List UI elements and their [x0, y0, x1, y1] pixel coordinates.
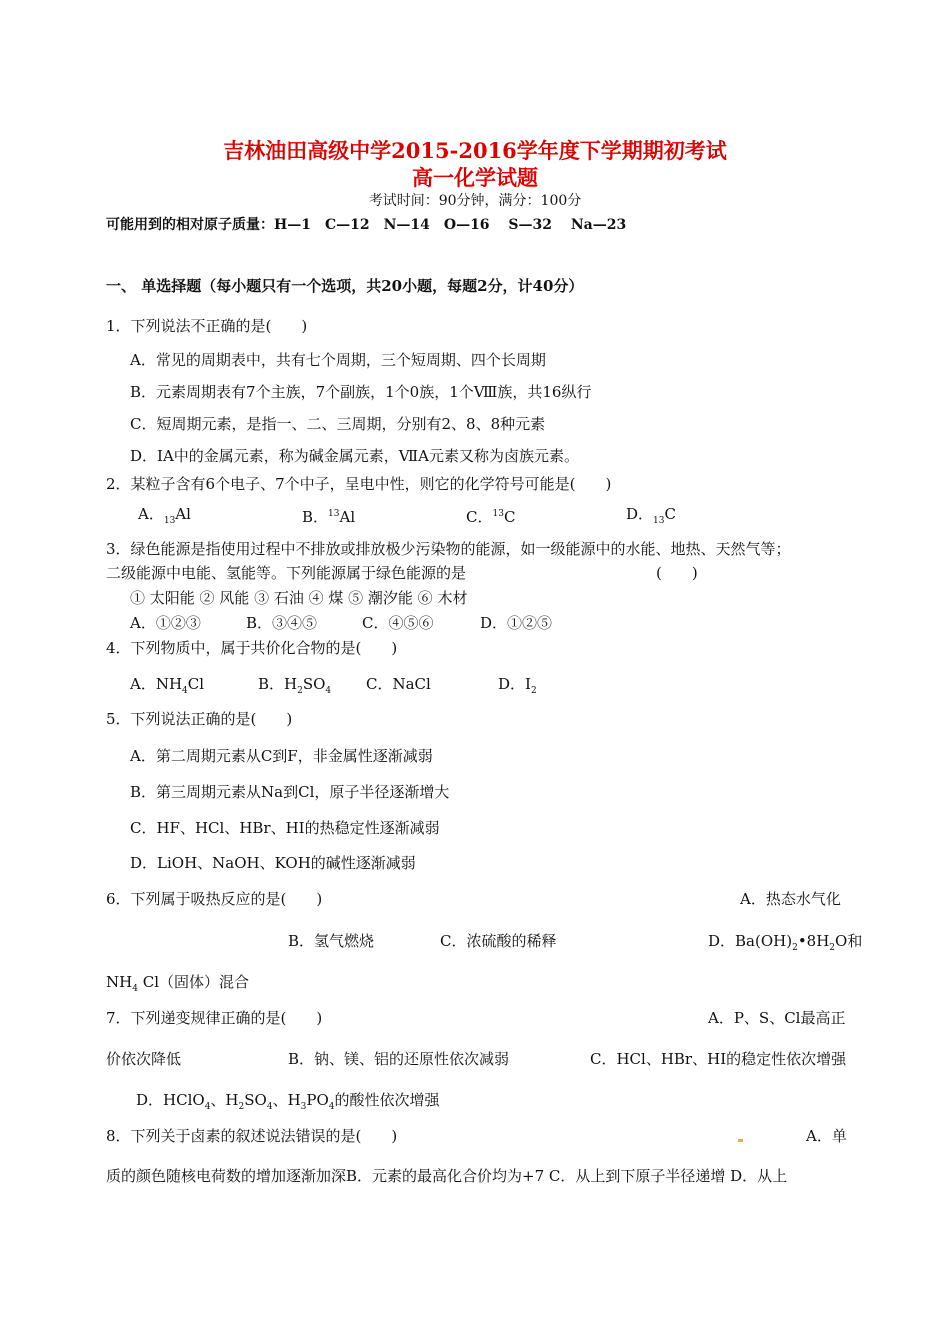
q8-option-a: A．单 — [806, 1127, 847, 1145]
q6-option-c: C．浓硫酸的稀释 — [440, 932, 557, 950]
q4-a-rest: Cl — [187, 675, 205, 693]
q7-d-mid-3: 、H — [272, 1091, 301, 1109]
q2-a-subscript: 13 — [163, 516, 176, 526]
q2-b-symbol: Al — [339, 508, 356, 526]
q6-option-a: A．热态水气化 — [740, 890, 841, 908]
q7-d-sub-3: 4 — [266, 1102, 273, 1112]
exam-subtitle: 高一化学试题 — [412, 165, 538, 190]
q7-option-c: C．HCl、HBr、HI的稳定性依次增强 — [590, 1050, 847, 1068]
q3-answer-paren: ( ) — [656, 564, 698, 582]
q4-a-subscript: 4 — [182, 686, 188, 696]
q2-b-label: B． — [302, 508, 329, 526]
q7-option-a-continued: 价依次降低 — [106, 1050, 182, 1068]
q1-option-a: A．常见的周期表中，共有七个周期，三个短周期、四个长周期 — [130, 351, 546, 369]
q2-c-symbol: C — [503, 508, 516, 526]
q1-option-d: D．ⅠA中的金属元素，称为碱金属元素，ⅦA元素又称为卤族元素。 — [130, 447, 579, 465]
q2-stem: 2．某粒子含有6个电子、7个中子，呈电中性，则它的化学符号可能是( ) — [106, 475, 612, 493]
q6-option-d — [708, 931, 862, 958]
q3-option-b: B．③④⑤ — [246, 614, 318, 632]
q3-option-d: D．①②⑤ — [480, 614, 553, 632]
q5-option-a: A．第二周期元素从C到F，非金属性逐渐减弱 — [130, 747, 433, 765]
q4-option-c: C．NaCl — [366, 675, 431, 693]
q4-d-label: D．I — [498, 675, 531, 693]
q1-stem: 1．下列说法不正确的是( ) — [106, 317, 308, 335]
q4-option-b — [258, 674, 331, 701]
q7-d-sub-5: 4 — [328, 1102, 335, 1112]
q4-stem: 4．下列物质中，属于共价化合物的是( ) — [106, 639, 398, 657]
q4-b-label: B．H — [258, 675, 298, 693]
q5-option-c: C．HF、HCl、HBr、HI的热稳定性逐渐减弱 — [130, 819, 440, 837]
q4-b-subscript-2: 4 — [325, 686, 332, 696]
q6-d-mid: •8H — [797, 932, 830, 950]
q6-option-d-continued — [106, 972, 249, 999]
q8-stem: 8．下列关于卤素的叙述说法错误的是( ) — [106, 1127, 398, 1145]
q6-d-subscript-2: 2 — [829, 943, 836, 953]
q4-a-label: A．NH — [130, 675, 183, 693]
q3-option-c: C．④⑤⑥ — [362, 614, 434, 632]
q7-d-sub-2: 2 — [238, 1102, 245, 1112]
q2-c-superscript: 13 — [492, 509, 504, 519]
q8-options-line: 质的颜色随核电荷数的增加逐渐加深B．元素的最高化合价均为+7 C．从上到下原子半径递增 D．从上 — [106, 1167, 788, 1185]
q7-stem: 7．下列递变规律正确的是( ) — [106, 1009, 323, 1027]
stray-mark — [738, 1139, 743, 1142]
exam-title: 吉林油田高级中学2015-2016学年度下学期期初考试 — [223, 138, 727, 163]
q2-a-label: A． — [138, 505, 164, 523]
q6-option-b: B．氢气燃烧 — [288, 932, 375, 950]
q2-a-symbol: Al — [175, 505, 191, 523]
q2-option-c — [466, 504, 515, 527]
q2-option-d — [626, 504, 676, 531]
q6-d2-pre: NH — [106, 973, 133, 991]
q4-b-mid: SO — [302, 675, 326, 693]
q5-stem: 5．下列说法正确的是( ) — [106, 710, 293, 728]
q7-option-b: B．钠、镁、铝的还原性依次减弱 — [288, 1050, 510, 1068]
q7-option-a: A．P、S、Cl最高正 — [708, 1009, 846, 1027]
q6-d-subscript-1: 2 — [792, 943, 798, 953]
section-heading: 一、 单选择题（每小题只有一个选项，共20小题，每题2分，计40分） — [106, 277, 584, 295]
q7-d-mid-1: 、H — [210, 1091, 239, 1109]
q3-option-a: A．①②③ — [130, 614, 201, 632]
q2-d-subscript: 13 — [653, 516, 665, 526]
q3-stem-line1: 3．绿色能源是指使用过程中不排放或排放极少污染物的能源，如一级能源中的水能、地热、天然气等； — [106, 540, 791, 558]
q6-d2-subscript: 4 — [132, 984, 138, 994]
exam-info: 考试时间：90分钟，满分：100分 — [368, 193, 582, 209]
q5-option-d: D．LiOH、NaOH、KOH的碱性逐渐减弱 — [130, 854, 416, 872]
q6-stem: 6．下列属于吸热反应的是( ) — [106, 890, 323, 908]
q1-option-c: C．短周期元素，是指一、二、三周期，分别有2、8、8种元素 — [130, 415, 546, 433]
q7-d-post: 的酸性依次增强 — [334, 1091, 440, 1109]
q4-b-subscript-1: 2 — [297, 686, 303, 696]
q5-option-b: B．第三周期元素从Na到Cl，原子半径逐渐增大 — [130, 783, 450, 801]
q6-d-pre: D．Ba(OH) — [708, 932, 793, 950]
q7-d-sub-1: 4 — [204, 1102, 211, 1112]
atomic-masses: 可能用到的相对原子质量：H—1 C—12 N—14 O—16 S—32 Na—23 — [106, 217, 627, 233]
q7-d-mid-2: SO — [244, 1091, 267, 1109]
q1-option-b: B．元素周期表有7个主族，7个副族，1个0族，1个Ⅷ族，共16纵行 — [130, 383, 592, 401]
q4-d-subscript: 2 — [530, 686, 537, 696]
q2-option-a — [138, 504, 191, 531]
q7-d-mid-4: PO — [306, 1091, 329, 1109]
q7-option-d — [136, 1090, 440, 1117]
q4-option-d — [498, 674, 537, 701]
q4-option-a — [130, 674, 204, 701]
q2-d-label: D． — [626, 505, 654, 523]
q2-b-superscript: 13 — [328, 509, 340, 519]
q7-d-sub-4: 3 — [300, 1102, 307, 1112]
q6-d-post: O和 — [835, 932, 863, 950]
q6-d2-post: Cl（固体）混合 — [137, 973, 249, 991]
q7-d-pre: D．HClO — [136, 1091, 205, 1109]
q2-d-symbol: C — [664, 505, 676, 523]
q2-option-b — [302, 504, 355, 527]
q2-c-label: C． — [466, 508, 493, 526]
q3-stem-line2: 二级能源中电能、氢能等。下列能源属于绿色能源的是 — [106, 564, 467, 582]
q3-items: ① 太阳能 ② 风能 ③ 石油 ④ 煤 ⑤ 潮汐能 ⑥ 木材 — [130, 589, 468, 607]
